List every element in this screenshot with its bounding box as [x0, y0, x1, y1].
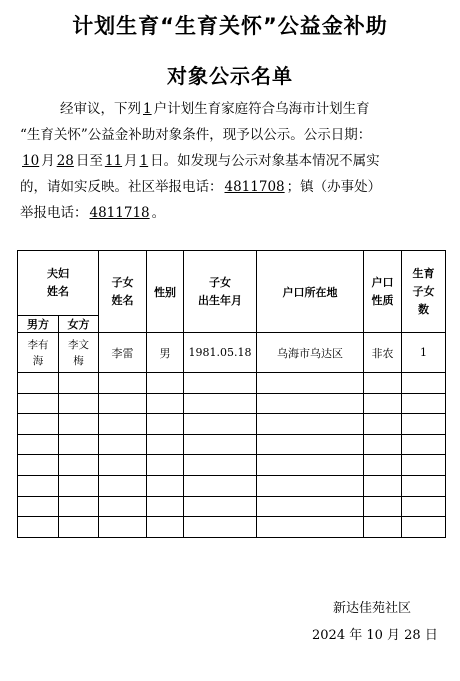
empty-table-row	[18, 434, 446, 455]
empty-cell	[402, 455, 446, 476]
empty-cell	[402, 373, 446, 394]
empty-cell	[99, 373, 147, 394]
notice-text: 的，请如实反映。社区举报电话：	[20, 179, 223, 195]
notice-text: “生育关怀”公益金补助对象条件，现予以公示。公示日期：	[20, 127, 372, 143]
children-count-header: 生育 子女 数	[402, 251, 446, 333]
empty-cell	[257, 455, 364, 476]
month-char: 月	[124, 153, 138, 169]
empty-table-row	[18, 475, 446, 496]
empty-cell	[18, 373, 59, 394]
start-day: 28	[56, 153, 74, 169]
notice-line-1	[20, 96, 448, 122]
empty-cell	[147, 434, 184, 455]
notice-text: ；镇（办事处）	[286, 179, 382, 195]
empty-cell	[59, 496, 99, 517]
husband-name-cell: 李有海	[18, 333, 59, 373]
header-row	[18, 251, 446, 316]
child-name-header: 子女 姓名	[99, 251, 147, 333]
notice-text: 经审议，下列	[60, 101, 141, 117]
empty-cell	[18, 393, 59, 414]
empty-cell	[147, 393, 184, 414]
empty-cell	[18, 517, 59, 538]
notice-text: 日。如发现与公示对象基本情况不属实	[150, 153, 380, 169]
empty-cell	[147, 475, 184, 496]
empty-cell	[402, 496, 446, 517]
hukou-place-cell: 乌海市乌达区	[257, 333, 364, 373]
empty-cell	[99, 414, 147, 435]
empty-cell	[184, 517, 257, 538]
empty-cell	[59, 455, 99, 476]
birth-date-header: 子女 出生年月	[184, 251, 257, 333]
notice-paragraph	[20, 96, 448, 226]
household-count: 1	[143, 101, 152, 117]
empty-cell	[99, 455, 147, 476]
issue-date: 2024 年 10 月 28 日	[312, 628, 438, 643]
notice-text: 户计划生育家庭符合乌海市计划生育	[153, 101, 370, 117]
empty-cell	[99, 434, 147, 455]
hukou-type-cell: 非农	[364, 333, 402, 373]
empty-cell	[402, 434, 446, 455]
empty-cell	[18, 455, 59, 476]
empty-cell	[99, 475, 147, 496]
notice-text: 日至	[75, 153, 103, 169]
empty-table-row	[18, 496, 446, 517]
empty-cell	[364, 517, 402, 538]
empty-cell	[364, 455, 402, 476]
notice-text: 。	[151, 205, 166, 221]
notice-line-5	[20, 200, 448, 226]
hukou-place-header: 户口所在地	[257, 251, 364, 333]
hukou-type-header: 户口 性质	[364, 251, 402, 333]
empty-cell	[99, 496, 147, 517]
empty-cell	[18, 414, 59, 435]
empty-table-row	[18, 414, 446, 435]
table-row	[18, 333, 446, 373]
issuing-organization: 新达佳苑社区	[333, 601, 412, 616]
empty-cell	[99, 517, 147, 538]
empty-table-row	[18, 393, 446, 414]
notice-line-4	[20, 174, 448, 200]
empty-cell	[364, 475, 402, 496]
notice-line-3	[20, 148, 448, 174]
empty-cell	[59, 373, 99, 394]
wife-name-cell: 李文梅	[59, 333, 99, 373]
empty-cell	[402, 414, 446, 435]
gender-header: 性别	[147, 251, 184, 333]
empty-cell	[147, 455, 184, 476]
empty-table-row	[18, 373, 446, 394]
empty-cell	[364, 434, 402, 455]
empty-cell	[364, 373, 402, 394]
document-title: 计划生育“生育关怀”公益金补助	[72, 14, 388, 38]
document-subtitle: 对象公示名单	[167, 64, 293, 88]
end-month: 11	[104, 153, 123, 169]
empty-cell	[184, 496, 257, 517]
birth-date-cell: 1981.05.18	[184, 333, 257, 373]
empty-cell	[18, 475, 59, 496]
recipient-table	[17, 250, 446, 538]
empty-cell	[147, 414, 184, 435]
empty-cell	[257, 496, 364, 517]
notice-text: 举报电话：	[20, 205, 88, 221]
empty-cell	[18, 496, 59, 517]
empty-cell	[18, 434, 59, 455]
start-month: 10	[22, 153, 40, 169]
month-char: 月	[41, 153, 55, 169]
empty-cell	[402, 393, 446, 414]
empty-cell	[257, 414, 364, 435]
community-phone: 4811708	[224, 179, 285, 195]
empty-cell	[147, 517, 184, 538]
empty-cell	[147, 373, 184, 394]
empty-table-row	[18, 455, 446, 476]
child-name-cell: 李雷	[99, 333, 147, 373]
empty-cell	[59, 475, 99, 496]
empty-cell	[59, 414, 99, 435]
notice-line-2	[20, 122, 448, 148]
empty-cell	[257, 475, 364, 496]
empty-cell	[99, 393, 147, 414]
gender-cell: 男	[147, 333, 184, 373]
empty-cell	[59, 517, 99, 538]
empty-cell	[257, 393, 364, 414]
empty-cell	[257, 517, 364, 538]
children-count-cell: 1	[402, 333, 446, 373]
wife-header: 女方	[59, 316, 99, 333]
town-phone: 4811718	[89, 205, 150, 221]
empty-cell	[147, 496, 184, 517]
empty-cell	[364, 393, 402, 414]
empty-cell	[184, 475, 257, 496]
empty-cell	[364, 414, 402, 435]
empty-cell	[184, 393, 257, 414]
husband-header: 男方	[18, 316, 59, 333]
empty-cell	[59, 434, 99, 455]
empty-cell	[184, 434, 257, 455]
empty-cell	[257, 373, 364, 394]
empty-table-row	[18, 517, 446, 538]
empty-cell	[184, 414, 257, 435]
empty-cell	[184, 455, 257, 476]
couple-name-header: 夫妇 姓名	[18, 251, 99, 316]
empty-cell	[257, 434, 364, 455]
empty-cell	[402, 475, 446, 496]
empty-cell	[59, 393, 99, 414]
end-day: 1	[139, 153, 149, 169]
empty-cell	[364, 496, 402, 517]
empty-cell	[184, 373, 257, 394]
empty-cell	[402, 517, 446, 538]
